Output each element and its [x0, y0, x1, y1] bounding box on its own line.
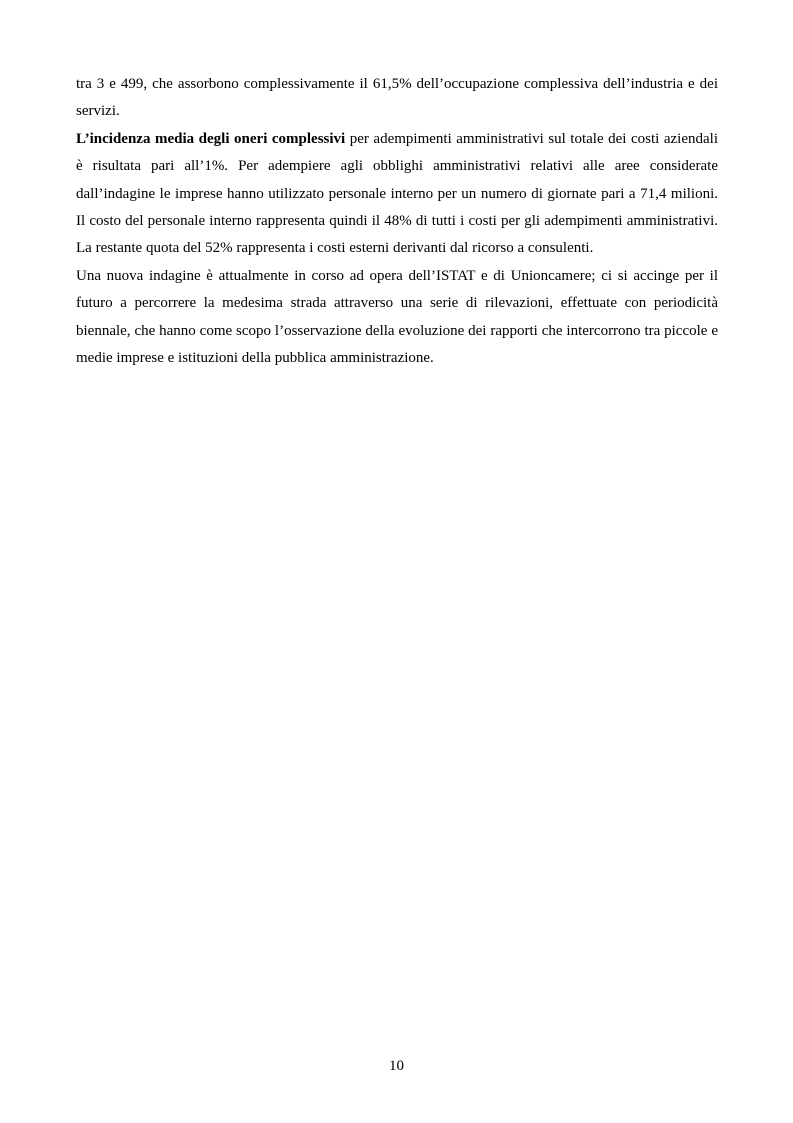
paragraph-3-text: Una nuova indagine è attualmente in corso ad opera dell’ISTAT e di Unioncamere; ci si accinge per il futuro a percorrere la medesima strada attraverso una serie di rilevazioni, effettuate con periodicità biennale, che hanno come scopo l’osservazione della evoluzione dei rapporti che intercorrono tra piccole e medie imprese e istituzioni della pubblica amministrazione.	[76, 267, 718, 367]
paragraph-3	[76, 263, 718, 373]
page-number: 10	[389, 1058, 404, 1074]
paragraph-2	[76, 126, 718, 263]
paragraph-1-text: tra 3 e 499, che assorbono complessivamente il 61,5% dell’occupazione complessiva dell’industria e dei servizi.	[76, 76, 718, 120]
paragraph-2-text: per adempimenti amministrativi sul totale dei costi aziendali è risultata pari all’1%. Per adempiere agli obblighi amministrativi relativi alle aree considerate dall’indagine le imprese hanno utilizzato personale interno per un numero di giornate pari a 71,4 milioni. Il costo del personale interno rappresenta quindi il 48% di tutti i costi per gli adempimenti amministrativi. La restante quota del 52% rappresenta i costi esterni derivanti dal ricorso a consulenti.	[76, 130, 718, 257]
document-body	[76, 71, 718, 372]
paragraph-1	[76, 71, 718, 126]
paragraph-2-bold-lead: L’incidenza media degli oneri complessivi	[76, 130, 346, 147]
